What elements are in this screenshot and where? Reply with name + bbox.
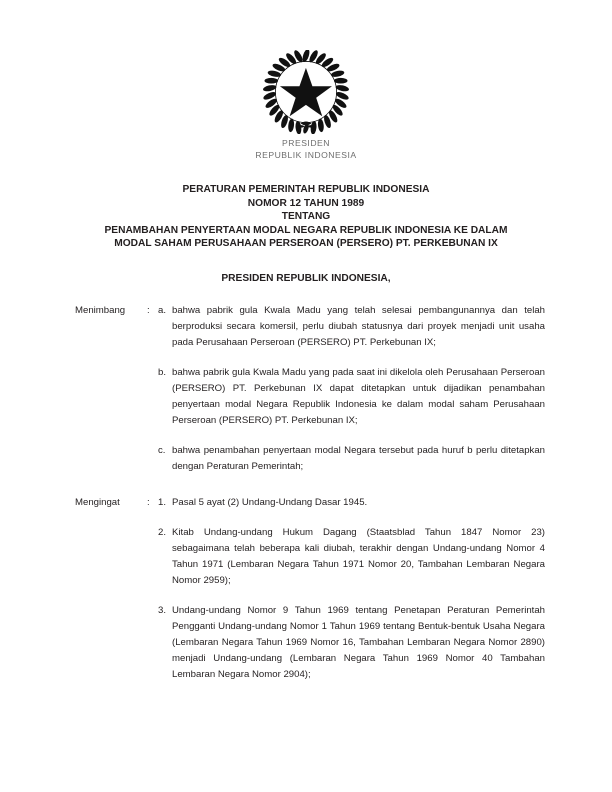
indonesian-presidential-seal-icon (260, 50, 352, 134)
list-marker: 2. (158, 527, 167, 538)
clause-colon: : (147, 497, 150, 508)
emblem-caption (0, 138, 612, 161)
clause-label-mengingat: Mengingat (75, 497, 120, 508)
title-line-tentang: TENTANG (281, 211, 331, 223)
section-menimbang (75, 303, 545, 475)
list-text: Pasal 5 ayat (2) Undang-Undang Dasar 1945. (172, 497, 368, 508)
title-line-number: NOMOR 12 TAHUN 1989 (247, 197, 365, 209)
list-text: bahwa pabrik gula Kwala Madu yang telah selesai pembangunannya dan telah berproduksi secara komersil, perlu diubah statusnya dari proyek menjadi unit usaha pada Perusahaan Perseroan (PERSERO) PT. Perkebunan IX; (172, 305, 545, 348)
list-item (158, 495, 545, 511)
list-item (158, 365, 545, 429)
section-mengingat (75, 495, 545, 683)
list-marker: a. (158, 305, 167, 316)
clause-colon: : (147, 305, 150, 316)
document-title (56, 183, 556, 251)
emblem-caption-line2: REPUBLIK INDONESIA (255, 149, 357, 160)
emblem-caption-line1: PRESIDEN (282, 138, 330, 148)
list-item (158, 603, 545, 683)
clause-items-mengingat (158, 495, 545, 683)
clause-items-menimbang (158, 303, 545, 475)
opening-line: PRESIDEN REPUBLIK INDONESIA, (221, 273, 391, 284)
list-marker: c. (158, 445, 166, 456)
title-line-subject-1: PENAMBAHAN PENYERTAAN MODAL NEGARA REPUBLIK INDONESIA KE DALAM (104, 224, 508, 236)
list-text: bahwa pabrik gula Kwala Madu yang pada saat ini dikelola oleh Perusahaan Perseroan (PERSERO) PT. Perkebunan IX dapat ditetapkan untuk dijadikan penambahan penyertaan modal Negara Republik Indonesia ke dalam modal saham Perusahaan Perseroan (PERSERO) PT. Perkebunan IX; (172, 367, 545, 426)
list-item (158, 303, 545, 351)
list-marker: b. (158, 367, 167, 378)
clause-label-menimbang: Menimbang (75, 305, 126, 316)
list-text: Undang-undang Nomor 9 Tahun 1969 tentang Penetapan Peraturan Pemerintah Pengganti Undang-undang Nomor 1 Tahun 1969 tentang Bentuk-bentuk Usaha Negara (Lembaran Negara Tahun 1969 Nomor 16, Tambahan Lembaran Negara Nomor 2890) menjadi Undang-undang (Lembaran Negara Tahun 1969 Nomor 40 Tambahan Lembaran Negara Nomor 2904); (172, 605, 545, 680)
clause-row (75, 303, 545, 475)
clause-row (75, 495, 545, 683)
list-text: Kitab Undang-undang Hukum Dagang (Staatsblad Tahun 1847 Nomor 23) sebagaimana telah beberapa kali diubah, terakhir dengan Undang-undang Nomor 4 Tahun 1971 (Lembaran Negara Tahun 1971 Nomor 20, Tambahan Lembaran Negara Nomor 2959); (172, 527, 545, 586)
list-text: bahwa penambahan penyertaan modal Negara tersebut pada huruf b perlu ditetapkan dengan Peraturan Pemerintah; (172, 445, 545, 472)
presidential-emblem-block (0, 50, 612, 161)
list-item (158, 443, 545, 475)
list-marker: 1. (158, 497, 167, 508)
title-line-regulation: PERATURAN PEMERINTAH REPUBLIK INDONESIA (182, 184, 430, 195)
list-item (158, 525, 545, 589)
star-shape (280, 68, 332, 116)
title-line-subject-2: MODAL SAHAM PERUSAHAAN PERSEROAN (PERSERO) PT. PERKEBUNAN IX (114, 238, 498, 250)
list-marker: 3. (158, 605, 167, 616)
